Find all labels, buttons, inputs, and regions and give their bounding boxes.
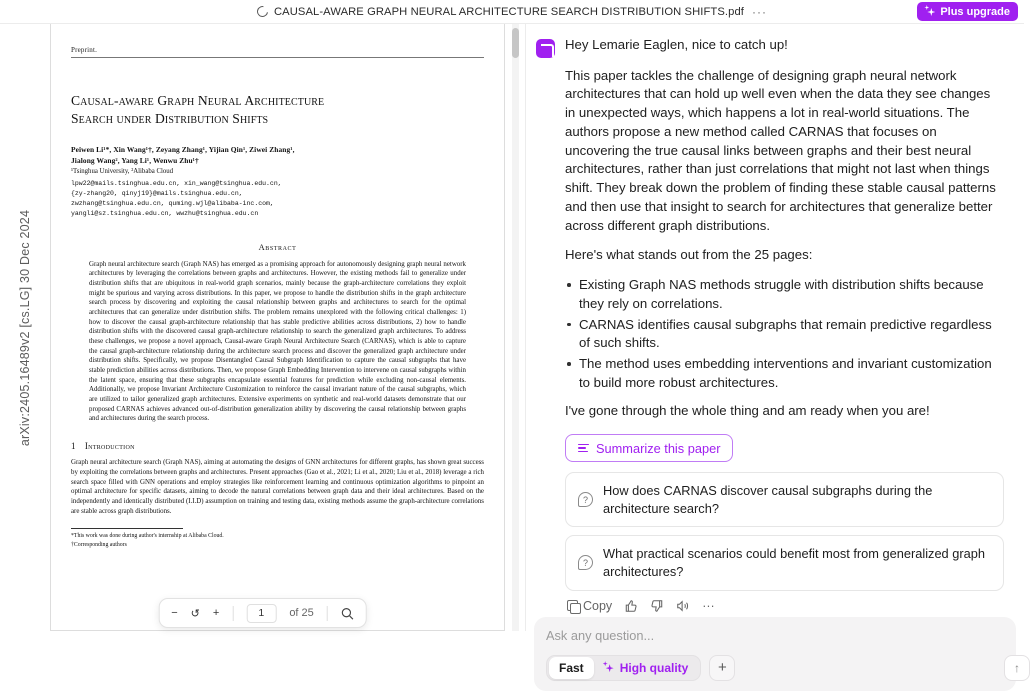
composer-controls (546, 655, 1004, 691)
paper-title-line-1: Causal-aware Graph Neural Architecture (71, 93, 325, 108)
section-1-title: Introduction (84, 440, 135, 451)
suggestion-text: What practical scenarios could benefit most from generalized graph architectures? (603, 546, 985, 579)
zoom-out-button[interactable]: − (171, 607, 178, 619)
message-action-bar (567, 599, 1004, 613)
abstract-body: Graph neural architecture search (Graph NAS) has emerged as a promising approach for autonomously designing graph neural network architectures by leveraging the correlations between graphs and architectures. However, the existing methods fail to generalize under distribution shifts that are ubiquitous in real-world graph scenarios, mainly because the graph-architecture correlations they exploit might be spurious and varying across distributions. In this paper, we propose to handle the distribution shifts in the graph architecture search process by discovering and exploiting the causal relationship between graphs and architectures to search for the optimal architectures that can generalize under distribution shifts. The problem remains unexplored with the following critical challenges: 1) how to discover the causal graph-architecture relationship that has stable predictive abilities across distributions, 2) how to handle distribution shifts with the discovered causal graph-architecture relationship to search the generalized graph architectures. To address these challenges, we propose a novel approach, Causal-aware Graph Neural Architecture Search (CARNAS), which is able to capture the causal graph-architecture relationship during the architecture search process and discover the generalized graph architecture under distribution shifts. Specifically, we propose Disentangled Causal Subgraph Identification to capture the causal subgraphs that have stable prediction abilities across distributions. Then, we propose Graph Embedding Intervention to intervene on causal subgraphs within the latent space, ensuring that these subgraphs encapsulate essential features for prediction while excluding non-causal elements. Additionally, we propose Invariant Architecture Customization to reinforce the causal invariant nature of the causal subgraphs, which are utilized to tailor generalized graph architectures. Extensive experiments on synthetic and real-world datasets demonstrate that our proposed CARNAS achieves advanced out-of-distribution generalization ability by discovering the causal relationship between graphs and architectures during the search process. (89, 260, 466, 423)
footnote-divider (71, 528, 183, 529)
chat-highlights-intro: Here's what stands out from the 25 pages: (565, 247, 813, 263)
email-line-3: zwzhang@tsinghua.edu.cn, quming.wjl@alibaba-inc.com, (71, 200, 274, 208)
question-bubble-icon: ? (578, 555, 593, 570)
assistant-message (536, 36, 1004, 613)
read-aloud-button[interactable] (676, 599, 690, 613)
authors-line-1: Peiwen Li¹*, Xin Wang¹†, Zeyang Zhang¹, Yijian Qin¹, Ziwei Zhang¹, (71, 144, 295, 154)
pdf-page-1 (50, 24, 505, 631)
plus-upgrade-label: Plus upgrade (940, 5, 1010, 18)
section-1-heading (71, 441, 484, 451)
abstract-heading: Abstract (258, 242, 297, 252)
document-more-options-icon[interactable]: ··· (752, 4, 767, 19)
pdf-toolbar (158, 598, 367, 628)
add-attachment-button[interactable]: + (709, 655, 735, 681)
pdf-scrollbar[interactable] (512, 24, 519, 631)
preprint-label: Preprint. (71, 46, 484, 58)
toolbar-divider-left (232, 606, 233, 621)
main-split (0, 24, 1024, 677)
thumbs-up-button[interactable] (624, 599, 638, 613)
copy-icon (567, 600, 578, 611)
zoom-in-button[interactable]: + (212, 607, 220, 619)
copy-button[interactable] (567, 599, 612, 613)
response-mode-toggle (546, 655, 701, 681)
page-total-label: of 25 (289, 607, 314, 619)
suggestion-card-1[interactable] (565, 472, 1004, 527)
pdf-page-scroll-area[interactable] (50, 24, 525, 631)
chat-closing: I've gone through the whole thing and am ready when you are! (565, 403, 930, 419)
question-bubble-icon: ? (578, 492, 593, 507)
paper-emails (71, 179, 484, 219)
more-options-button[interactable]: ··· (702, 598, 715, 613)
toolbar-divider-right (327, 606, 328, 621)
mode-high-quality-label: High quality (619, 660, 689, 675)
chat-input[interactable] (546, 628, 1004, 643)
mode-fast-option[interactable] (549, 657, 594, 679)
authors-line-2: Jialong Wang², Yang Li¹, Wenwu Zhu¹† (71, 155, 199, 165)
chat-highlights-list (565, 276, 1004, 392)
email-line-2: {zy-zhang20, qinyj19}@mails.tsinghua.edu.cn, (71, 190, 243, 198)
summarize-button-label: Summarize this paper (596, 440, 721, 456)
page-number-input[interactable] (246, 604, 276, 623)
list-item: CARNAS identifies causal subgraphs that remain predictive regardless of such shifts. (565, 316, 1004, 353)
chat-greeting: Hey Lemarie Eaglen, nice to catch up! (565, 37, 788, 52)
sparkle-icon (925, 6, 936, 17)
summarize-this-paper-button[interactable] (565, 434, 733, 462)
paper-title-line-2: Search under Distribution Shifts (71, 110, 269, 126)
document-title-group[interactable] (0, 5, 1024, 19)
assistant-avatar-icon (536, 39, 555, 58)
chat-paragraph-1: This paper tackles the challenge of designing graph neural network architectures that can hold up well even when the data they see changes in unexpected ways, which happens a lot in real-world situations. The authors propose a new method called CARNAS that focuses on uncovering the true causal links between graphs and their best neural architectures, rather than just correlations that might not last when things shift. They break down the problem of finding these stable causal patterns and then use that insight to search for architectures that generalize better across different graph distributions. (565, 67, 996, 233)
mode-fast-label: Fast (559, 660, 584, 675)
chat-pane (525, 24, 1024, 677)
footnote-1: *This work was done during author's internship at Alibaba Cloud. (71, 532, 224, 539)
chat-message-list[interactable] (526, 24, 1024, 617)
summary-list-icon (578, 444, 589, 453)
plus-upgrade-button[interactable] (917, 2, 1018, 21)
search-icon[interactable] (341, 607, 354, 620)
sparkle-icon (604, 662, 615, 673)
paper-title (71, 92, 484, 128)
assistant-message-body (565, 36, 1004, 613)
arxiv-stamp: arXiv:2405.16489v2 [cs.LG] 30 Dec 2024 (18, 209, 32, 446)
section-1-number: 1 (71, 440, 76, 451)
copy-label: Copy (583, 598, 613, 613)
send-message-button[interactable]: ↑ (1004, 655, 1030, 681)
app-top-bar (0, 0, 1024, 24)
loading-ring-icon (255, 4, 270, 19)
list-item: Existing Graph NAS methods struggle with distribution shifts because they rely on correlations. (565, 276, 1004, 313)
suggestion-text: How does CARNAS discover causal subgraphs during the architecture search? (603, 483, 933, 516)
pdf-scrollbar-thumb[interactable] (512, 28, 519, 58)
paper-affiliations: ¹Tsinghua University, ²Alibaba Cloud (71, 168, 174, 176)
email-line-4: yangli@sz.tsinghua.edu.cn, wwzhu@tsinghua.edu.cn (71, 209, 259, 217)
footnote-2: †Corresponding authors (71, 541, 127, 548)
composer-wrap (526, 617, 1024, 699)
introduction-body: Graph neural architecture search (Graph NAS), aiming at automating the designs of GNN architectures for different graphs, has shown great success by exploiting the correlations between graphs and architectures. Present approaches (Gao et al., 2021; Li et al., 2020; Liu et al., 2018) leverage a rich search space filled with GNN operations and employ strategies like reinforcement learning and continuous optimization algorithms to pinpoint an optimal architecture for specific datasets, aiming to decode the natural correlations between graph data and their ideal architectures. Based on the independently and identically distributed (I.I.D) assumption on training and testing data, existing methods assume the graph-architecture correlations are stable across graph distributions. (71, 458, 484, 515)
arxiv-stamp-rail (0, 24, 50, 631)
email-line-1: lpw22@mails.tsinghua.edu.cn, xin_wang@tsinghua.edu.cn, (71, 180, 282, 188)
mode-high-quality-option[interactable] (594, 657, 699, 679)
paper-authors (71, 144, 484, 166)
chat-composer (534, 617, 1020, 691)
suggestion-card-2[interactable] (565, 535, 1004, 590)
list-item: The method uses embedding interventions and invariant customization to build more robust architectures. (565, 355, 1004, 392)
rotate-reset-button[interactable]: ↺ (190, 607, 200, 620)
thumbs-down-button[interactable] (650, 599, 664, 613)
pdf-viewer-pane (0, 24, 525, 631)
page-title: CAUSAL-AWARE GRAPH NEURAL ARCHITECTURE SEARCH DISTRIBUTION SHIFTS.pdf (273, 5, 744, 18)
